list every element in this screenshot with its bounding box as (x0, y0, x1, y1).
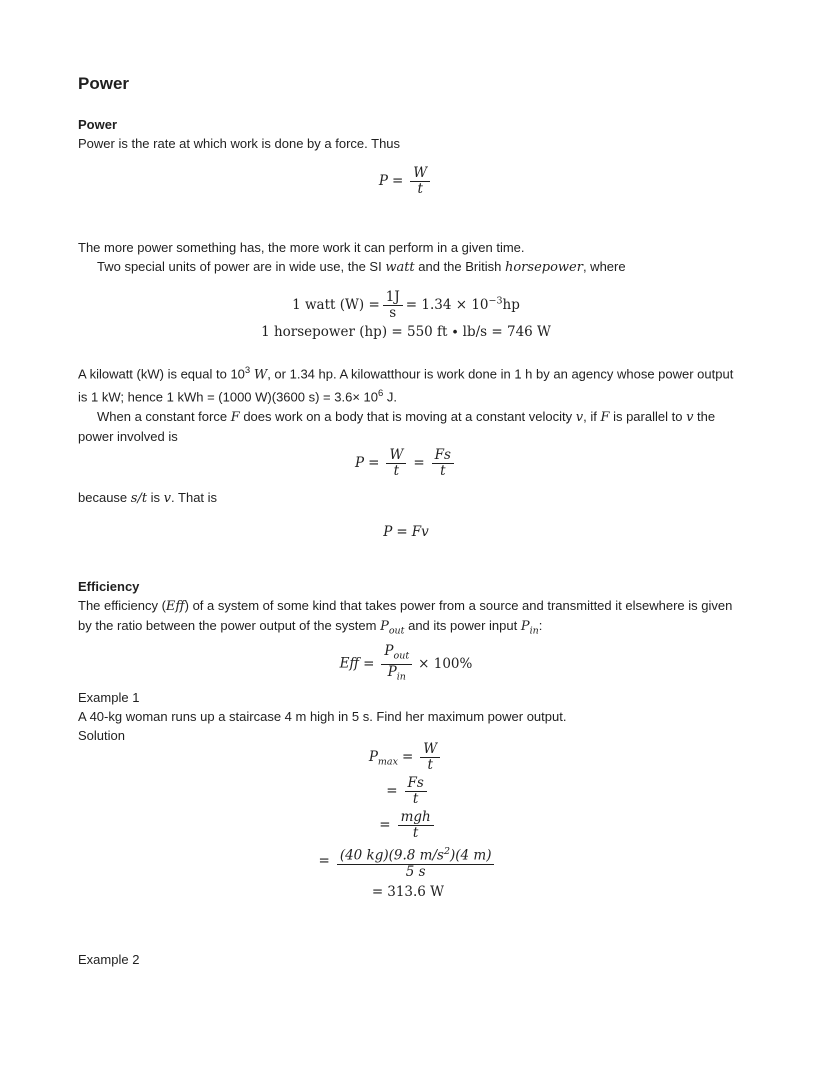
math-var-f: F (600, 409, 610, 425)
exponent: 3 (244, 365, 251, 376)
math-var-eff: Eff (165, 599, 185, 614)
fraction (410, 166, 430, 197)
eq-var-p: P (383, 524, 393, 540)
math-var-v: v (686, 409, 694, 425)
equals-sign: = (368, 455, 380, 471)
example-1-problem: A 40-kg woman runs up a staircase 4 m high in 5 s. Find her maximum power output. (78, 709, 567, 724)
fraction-denominator: t (412, 825, 419, 841)
eq-var-p: P (355, 455, 365, 471)
math-term-watt: watt (385, 260, 415, 275)
fraction (386, 448, 406, 479)
equation-efficiency (78, 644, 734, 684)
equation-power-definition (78, 166, 734, 197)
equals-sign: = (413, 455, 425, 471)
paragraph-special-units: Two special units of power are in wide use, the SI watt and the British horsepower, where (97, 259, 626, 275)
fraction (432, 448, 454, 479)
math-term-st: s/t (130, 491, 148, 506)
math-var-v: v (575, 409, 584, 425)
fraction (420, 742, 440, 773)
section-efficiency-heading: Efficiency (78, 579, 140, 594)
exponent: 2 (443, 846, 450, 857)
fraction-denominator: t (412, 791, 419, 807)
fraction-numerator: (40 kg)(9.8 $m/s^2)(4$ m) (337, 844, 495, 865)
fraction (337, 844, 495, 880)
paragraph-because: because s/t is v. That is (78, 490, 218, 506)
section-power (78, 115, 738, 153)
fraction-numerator: Fs (405, 776, 427, 792)
equals-sign: = (379, 817, 391, 833)
equation-watt: 1 watt (W) = $\frac{1J}{s}$ = $1.34 \times 10^{-3}hp$ (292, 289, 520, 321)
fraction-denominator: t (427, 757, 433, 773)
section-power-heading: Power (78, 117, 118, 132)
solution-result: 313.6 W (387, 883, 445, 900)
math-var-pout: P (380, 619, 389, 634)
solution-line-2 (78, 776, 734, 807)
fraction-numerator: W (420, 742, 440, 758)
equals-sign: = (371, 883, 384, 900)
fraction (405, 776, 427, 807)
paragraph-efficiency: The efficiency (Eff) of a system of some kind that takes power from a source and transmitted it elsewhere is given by the ratio between the power output of the system $P_{out}$ and its power input $P_{in}$: (78, 598, 733, 637)
times-100-percent: × 100% (418, 655, 473, 672)
equals-sign: = (318, 853, 330, 870)
paragraph-line: The more power something has, the more work it can perform in a given time. (78, 240, 525, 255)
fraction-numerator: 1J (383, 290, 403, 306)
fraction-numerator: W (410, 166, 430, 182)
equation-power-force (78, 448, 734, 479)
eq-var-eff: Eff (339, 655, 360, 672)
paragraph-constant-force: When a constant force F does work on a body that is moving at a constant velocity v, if F is parallel to v the power involved is (78, 408, 716, 444)
solution-line-1: $P_{max}$ = $\frac{W}{t}$ (78, 742, 734, 773)
fraction-numerator: $P_{out}$ (381, 644, 412, 665)
subscript-out: out (388, 625, 405, 637)
fraction-denominator: t (440, 463, 446, 479)
subscript-out: out (393, 650, 410, 662)
eq-var-p: P (378, 173, 388, 189)
solution-equations (78, 739, 734, 905)
subscript-max: max (377, 756, 398, 768)
equals-sign: = (386, 783, 398, 799)
equation-horsepower: 1 horsepower (hp) = 550 ft ∙ lb/s = 746 W (261, 324, 551, 340)
equals-sign: = (396, 524, 408, 540)
example-1-block (78, 688, 738, 745)
equation-p-fv (78, 523, 734, 542)
section-power-intro: Power is the rate at which work is done by a force. Thus (78, 136, 401, 151)
exponent: 6 (378, 388, 384, 400)
fraction-denominator: $P_{in}$ (387, 663, 406, 683)
solution-line-3 (78, 810, 734, 841)
subscript-in: in (396, 671, 406, 683)
solution-line-4 (78, 844, 734, 880)
fraction (383, 290, 403, 321)
fraction-numerator: W (386, 448, 406, 464)
fraction-denominator: s (389, 305, 397, 321)
fraction-denominator: t (393, 463, 400, 479)
eq-var-fv: Fv (411, 524, 429, 540)
equals-sign: = (401, 749, 414, 765)
math-var-w: W (253, 367, 268, 383)
math-term-horsepower: horsepower (504, 260, 583, 275)
example-1-label: Example 1 (78, 690, 140, 705)
solution-label: Solution (78, 728, 125, 743)
fraction-denominator: 5 s (405, 863, 426, 880)
equals-sign: = (363, 655, 375, 672)
fraction-numerator: Fs (432, 448, 454, 464)
solution-line-5 (78, 883, 734, 902)
paragraph-kilowatt-block (78, 361, 738, 446)
section-efficiency (78, 577, 738, 641)
math-var-pin: P (520, 619, 530, 634)
exponent: −3 (488, 295, 503, 307)
example-2-label: Example 2 (78, 952, 140, 967)
math-var-v: v (163, 491, 172, 506)
equals-sign: = (391, 173, 404, 189)
equation-unit-definitions (78, 290, 734, 342)
paragraph-more-power (78, 238, 738, 277)
fraction (381, 644, 412, 684)
page-title: Power (78, 74, 130, 93)
fraction-denominator: t (417, 181, 423, 197)
fraction (398, 810, 434, 841)
math-var-f: F (230, 409, 240, 425)
paragraph-kilowatt: A kilowatt (kW) is equal to $10^3$ W, or 1.34 hp. A kilowatthour is work done in 1 h by an agency whose power output is 1 kW; hence 1 kWh = (1000 W)(3600 $s) = 3.6\times 10^6$ J. (78, 365, 734, 405)
fraction-numerator: mgh (398, 810, 434, 826)
subscript-in: in (529, 625, 539, 637)
